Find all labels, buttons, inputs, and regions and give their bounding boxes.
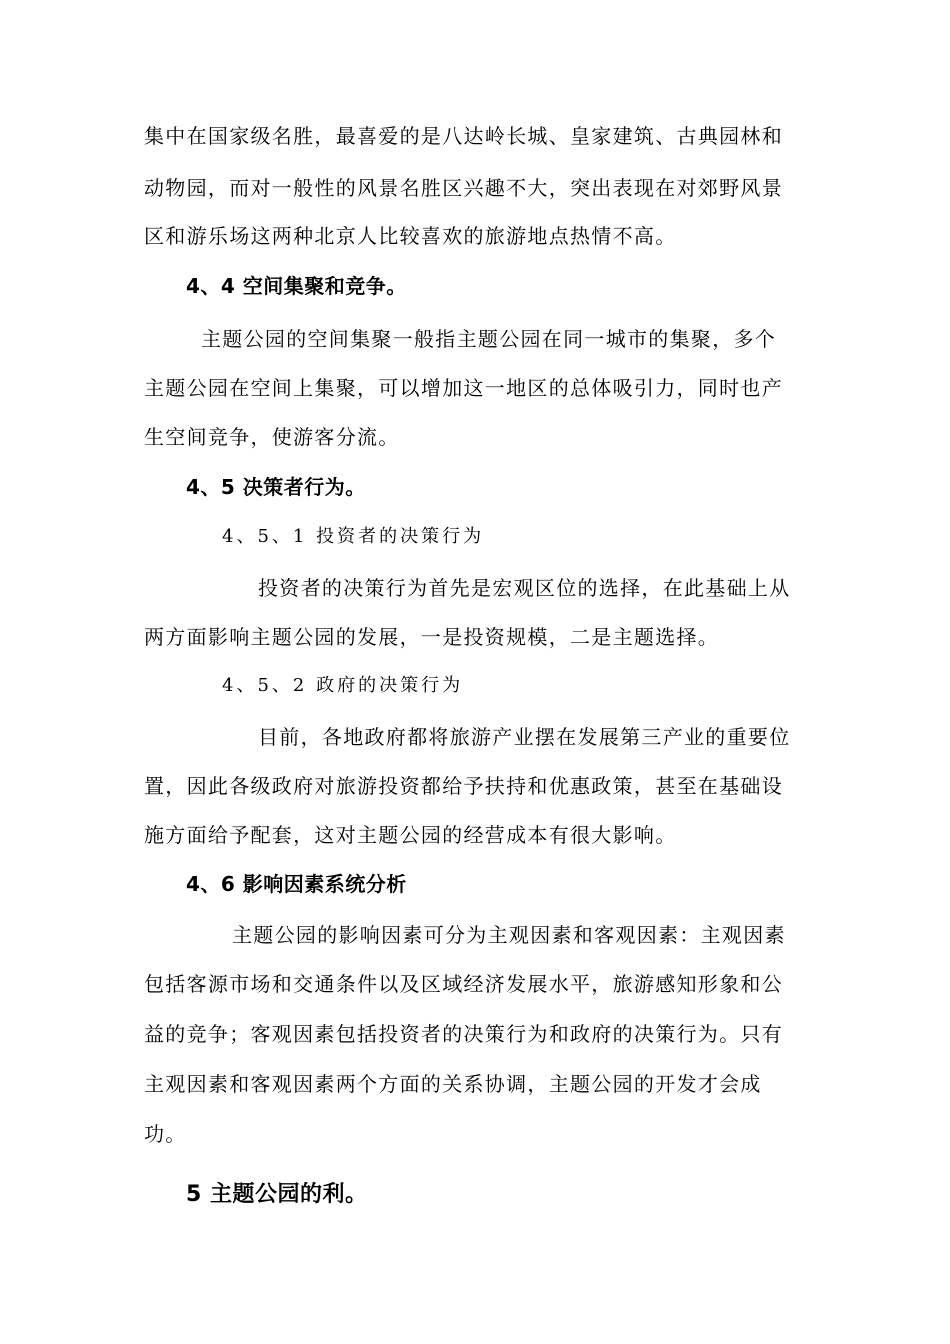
body-text-line: 动物园，而对一般性的风景名胜区兴趣不大，突出表现在对郊野风景 [144, 176, 783, 200]
body-text-line: 包括客源市场和交通条件以及区域经济发展水平，旅游感知形象和公 [144, 972, 783, 996]
section-heading-5: 5 主题公园的利。 [186, 1182, 368, 1207]
body-text-line: 投资者的决策行为首先是宏观区位的选择，在此基础上从 [258, 576, 791, 600]
subsection-heading-4-5-2: 4、5、2 政府的决策行为 [222, 675, 464, 696]
section-heading-4-4: 4、4 空间集聚和竞争。 [186, 274, 407, 298]
body-text-line: 施方面给予配套，这对主题公园的经营成本有很大影响。 [144, 823, 677, 847]
body-text-line: 区和游乐场这两种北京人比较喜欢的旅游地点热情不高。 [144, 224, 677, 248]
body-text-line: 目前，各地政府都将旅游产业摆在发展第三产业的重要位 [258, 725, 791, 749]
subsection-heading-4-5-1: 4、5、1 投资者的决策行为 [222, 526, 485, 547]
body-text-line: 主题公园的空间集聚一般指主题公园在同一城市的集聚，多个 [201, 327, 777, 351]
body-text-line: 生空间竞争，使游客分流。 [144, 425, 400, 449]
body-text-line: 益的竞争；客观因素包括投资者的决策行为和政府的决策行为。只有 [144, 1022, 783, 1046]
body-text-line: 主题公园的影响因素可分为主观因素和客观因素：主观因素 [232, 923, 786, 947]
body-text-line: 主观因素和客观因素两个方面的关系协调，主题公园的开发才会成 [144, 1072, 762, 1096]
body-text-line: 两方面影响主题公园的发展，一是投资规模，二是主题选择。 [144, 625, 720, 649]
body-text-line: 集中在国家级名胜，最喜爱的是八达岭长城、皇家建筑、古典园林和 [144, 124, 783, 148]
body-text-line: 功。 [144, 1122, 187, 1146]
body-text-line: 置，因此各级政府对旅游投资都给予扶持和优惠政策，甚至在基础设 [144, 774, 783, 798]
section-heading-4-6: 4、6 影响因素系统分析 [186, 872, 407, 896]
body-text-line: 主题公园在空间上集聚，可以增加这一地区的总体吸引力，同时也产 [144, 376, 783, 400]
section-heading-4-5: 4、5 决策者行为。 [186, 475, 366, 499]
